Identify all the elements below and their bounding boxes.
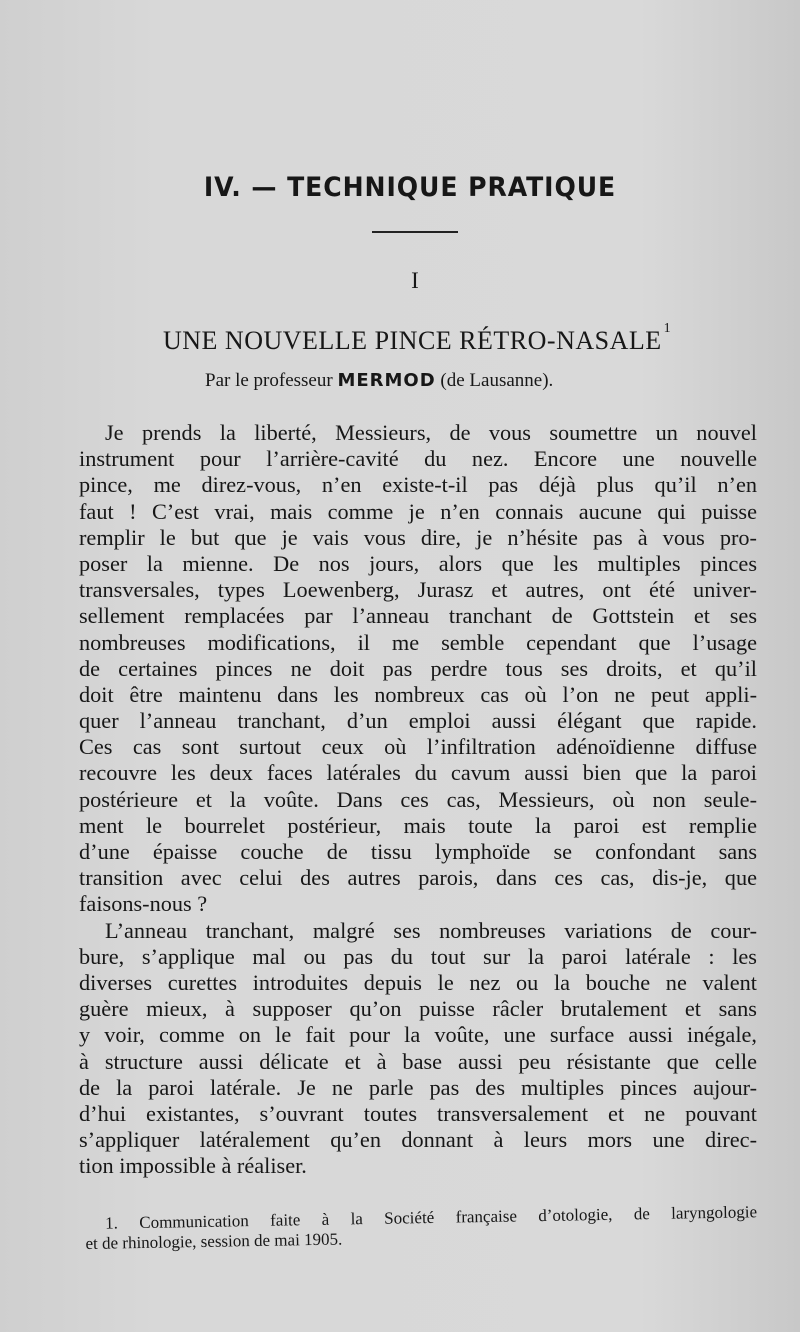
footnote-line: 1. Communication faite à la Société française d’otologie, de laryngologie xyxy=(104,1202,758,1233)
paragraph-line: instrument pour l’arrière-cavité du nez. Encore une nouvelle xyxy=(79,446,757,472)
paragraph-line: transition avec celui des autres parois, dans ces cas, dis-je, que xyxy=(79,865,757,891)
paragraph-line: quer l’anneau tranchant, d’un emploi aussi élégant que rapide. xyxy=(79,708,757,734)
article-title xyxy=(163,321,672,356)
paragraph-line: L’anneau tranchant, malgré ses nombreuses variations de cour- xyxy=(105,917,757,943)
byline-prefix: Par le professeur xyxy=(205,370,333,391)
body-text xyxy=(79,420,757,1179)
paragraph-line: postérieure et la voûte. Dans ces cas, Messieurs, où non seule- xyxy=(79,786,757,812)
paragraph-line: d’hui existantes, s’ouvrant toutes transversalement et ne pouvant xyxy=(79,1100,757,1126)
paragraph-line: tion impossible à réaliser. xyxy=(79,1153,307,1179)
paragraph-line: à structure aussi délicate et à base aussi peu résistante que celle xyxy=(79,1048,757,1074)
paragraph-line: faisons-nous ? xyxy=(79,891,208,917)
paragraph-line: s’appliquer latéralement qu’en donnant à leurs mors une direc- xyxy=(79,1127,757,1153)
paragraph-line: pince, me direz-vous, n’en existe-t-il pas déjà plus qu’il n’en xyxy=(79,472,757,498)
author-name: MERMOD xyxy=(337,370,436,391)
paragraph-line: de certaines pinces ne doit pas perdre tous ses droits, et qu’il xyxy=(79,655,757,681)
footnote xyxy=(85,1202,758,1254)
paragraph-line: Ces cas sont surtout ceux où l’infiltration adénoïdienne diffuse xyxy=(79,734,757,760)
footnote-reference: 1 xyxy=(663,321,672,337)
heading-rule xyxy=(372,231,458,233)
article-number: I xyxy=(411,268,419,293)
paragraph-line: transversales, types Loewenberg, Jurasz et autres, ont été univer- xyxy=(79,577,757,603)
paragraph-line: guère mieux, à supposer qu’on puisse râcler brutalement et sans xyxy=(79,996,757,1022)
byline-suffix: (de Lausanne). xyxy=(440,370,554,391)
paragraph-line: sellement remplacées par l’anneau tranchant de Gottstein et ses xyxy=(79,603,757,629)
paragraph-line: nombreuses modifications, il me semble cependant que l’usage xyxy=(79,629,757,655)
paragraph-line: ment le bourrelet postérieur, mais toute la paroi est remplie xyxy=(79,812,757,838)
paragraph-line: diverses curettes introduites depuis le nez ou la bouche ne valent xyxy=(79,969,757,995)
footnote-line: et de rhinologie, session de mai 1905. xyxy=(85,1229,343,1253)
paragraph-line: Je prends la liberté, Messieurs, de vous soumettre un nouvel xyxy=(105,420,757,445)
paragraph-line: remplir le but que je vais vous dire, je n’hésite pas à vous pro- xyxy=(79,524,757,550)
paragraph-line: d’une épaisse couche de tissu lymphoïde se confondant sans xyxy=(79,839,757,864)
paragraph-line: de la paroi latérale. Je ne parle pas des multiples pinces aujour- xyxy=(79,1074,757,1100)
paragraph-line: y voir, comme on le fait pour la voûte, une surface aussi inégale, xyxy=(79,1022,757,1048)
paragraph-line: doit être maintenu dans les nombreux cas où l’on ne peut appli- xyxy=(79,681,757,707)
paragraph-line: recouvre les deux faces latérales du cavum aussi bien que la paroi xyxy=(79,760,757,786)
paragraph-line: faut ! C’est vrai, mais comme je n’en connais aucune qui puisse xyxy=(79,498,757,524)
article-title-text: UNE NOUVELLE PINCE RÉTRO-NASALE xyxy=(163,326,662,355)
byline xyxy=(205,370,553,392)
section-heading: IV. — TECHNIQUE PRATIQUE xyxy=(203,172,617,203)
paragraph-line: bure, s’applique mal ou pas du tout sur la paroi latérale : les xyxy=(79,943,757,969)
paragraph-line: poser la mienne. De nos jours, alors que les multiples pinces xyxy=(79,550,757,576)
